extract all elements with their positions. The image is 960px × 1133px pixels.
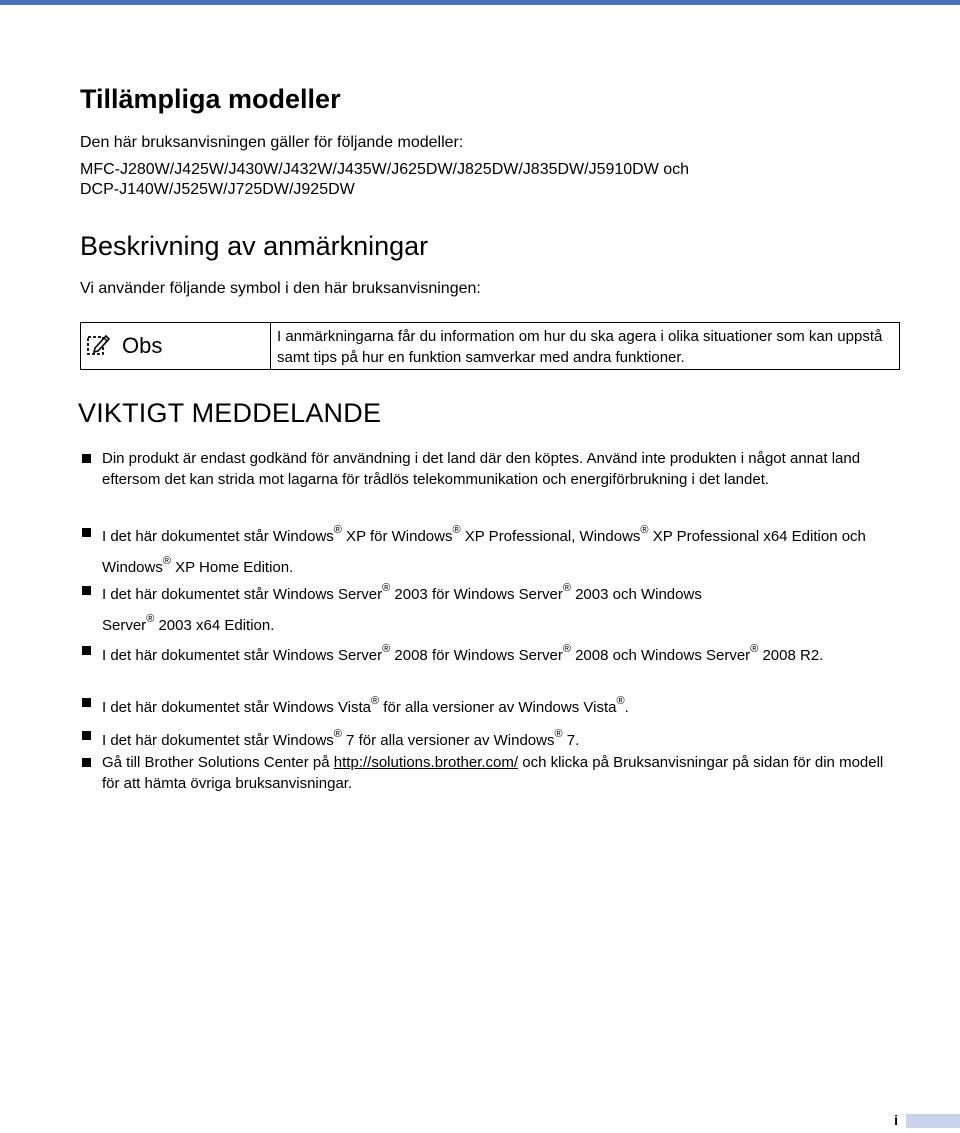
models-line-1: MFC-J280W/J425W/J430W/J432W/J435W/J625DW/J825DW/J835DW/J5910DW och <box>80 161 690 178</box>
top-rule <box>0 0 960 5</box>
bullet-square <box>82 731 91 740</box>
bullet-square <box>82 454 91 463</box>
bullet-square <box>82 698 91 707</box>
bullet-square <box>82 586 91 595</box>
list-item <box>80 723 900 752</box>
list-item <box>80 576 900 638</box>
page-number: i <box>894 1112 898 1128</box>
list-item <box>80 638 900 667</box>
note-label: Obs <box>122 333 163 358</box>
list-item-text: I det här dokumentet står Windows Server® 2003 för Windows Server® 2003 och Windows Server® 2003 x64 Edition. <box>102 582 702 634</box>
list-item <box>80 518 900 580</box>
list-item-text: I det här dokumentet står Windows® 7 för alla versioner av Windows® 7. <box>102 728 580 749</box>
list-item <box>80 448 900 490</box>
pencil-note-icon <box>86 332 110 361</box>
bullet-square <box>82 528 91 537</box>
heading-notes: Beskrivning av anmärkningar <box>80 231 429 261</box>
list-item-text: I det här dokumentet står Windows® XP för Windows® XP Professional, Windows® XP Professional x64 Edition och Windows® XP Home Edition. <box>102 524 866 576</box>
solutions-center-link[interactable]: http://solutions.brother.com/ <box>333 754 519 771</box>
heading-important-notice: VIKTIGT MEDDELANDE <box>78 398 382 428</box>
models-line-2: DCP-J140W/J525W/J725DW/J925DW <box>80 181 355 198</box>
note-description: I anmärkningarna får du information om hur du ska agera i olika situationer som kan uppstå samt tips på hur en funktion samverkar med andra funktioner. <box>277 328 883 366</box>
models-list <box>80 160 689 200</box>
bullet-square <box>82 646 91 655</box>
list-item-text: I det här dokumentet står Windows Server® 2008 för Windows Server® 2008 och Windows Server® 2008 R2. <box>102 643 824 664</box>
models-intro: Den här bruksanvisningen gäller för följande modeller: <box>80 134 464 151</box>
symbol-intro: Vi använder följande symbol i den här bruksanvisningen: <box>80 280 481 297</box>
list-item <box>80 690 900 719</box>
bullet-square <box>82 758 91 767</box>
note-table <box>80 322 900 370</box>
heading-applicable-models: Tillämpliga modeller <box>80 84 341 114</box>
page-number-bar <box>906 1114 960 1128</box>
note-symbol-cell <box>81 323 271 369</box>
list-item-text: Gå till Brother Solutions Center på http://solutions.brother.com/ och klicka på Bruksanvisningar på sidan för din modell för att hämta övriga bruksanvisningar. <box>102 754 884 792</box>
list-item <box>80 752 900 794</box>
list-item-text: Din produkt är endast godkänd för användning i det land där den köptes. Använd inte produkten i något annat land eftersom det kan strida mot lagarna för trådlös telekommunikation och energiförbrukning i det landet. <box>102 450 861 488</box>
list-item-text: I det här dokumentet står Windows Vista® för alla versioner av Windows Vista®. <box>102 695 629 716</box>
